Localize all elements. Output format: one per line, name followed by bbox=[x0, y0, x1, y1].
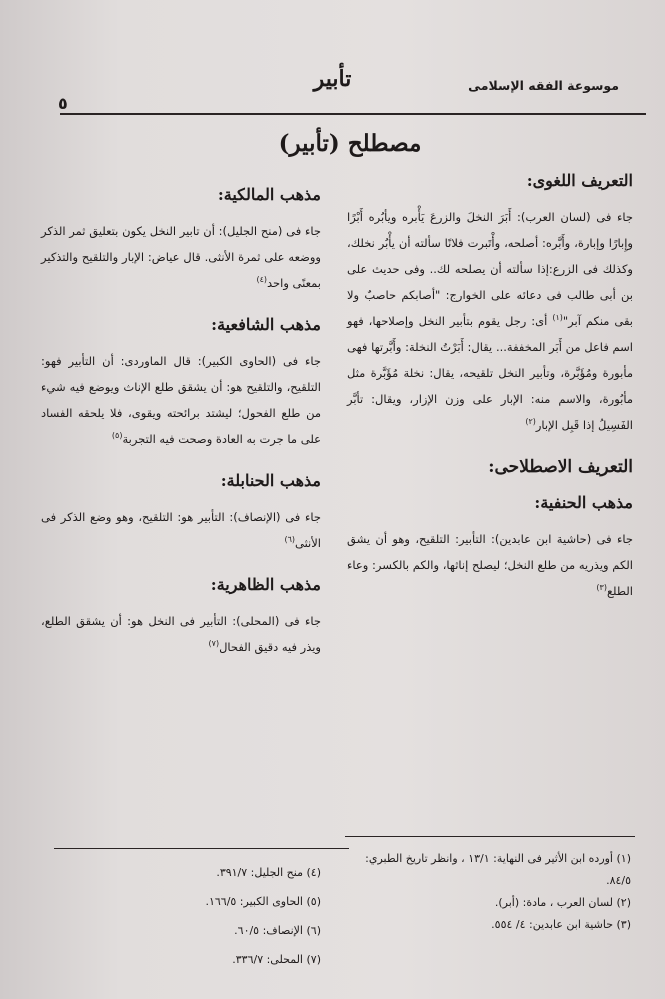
zahiri-heading: مذهب الظاهرية: bbox=[210, 575, 321, 594]
running-header-entry: تأبير bbox=[313, 66, 352, 92]
maliki-heading: مذهب المالكية: bbox=[217, 185, 321, 204]
footnote-item: (٥) الحاوى الكبير: ١٦٦/٥. bbox=[205, 895, 321, 908]
footnote-ref: (٢) bbox=[525, 417, 536, 427]
footnote-ref: (٦) bbox=[284, 535, 295, 545]
footnotes-left bbox=[61, 858, 321, 974]
footnotes-right bbox=[341, 848, 631, 936]
footnote-ref: (٣) bbox=[596, 583, 607, 593]
shafii-paragraph: جاء فى (الحاوى الكبير): قال الماوردى: أن التأبير فهو: التلقيح، والتلقيح هو: أن يشقق طلع الإناث ويوضع فيه شيء من طلع الفحول؛ ليشتد برائحته ويقوى، فلا يلحقه الفساد على ما جرت به العادة وصحت فيه التجربة$^{(٥)}$ bbox=[41, 354, 321, 446]
shafii-heading: مذهب الشافعية: bbox=[211, 315, 321, 334]
maliki-paragraph: جاء فى (منح الجليل): أن تابير النخل يكون بتعليق ثمر الذكر ووضعه على ثمرة الأنثى. قال عياض: الإبار والتلقيح والتذكير بمعنًى واحد$^{(٤)}$ bbox=[41, 224, 321, 290]
footnote-ref: (٤) bbox=[256, 275, 267, 285]
right-column bbox=[347, 168, 633, 604]
footnote-ref: (١) bbox=[552, 313, 563, 323]
footnote-item: (٤) منح الجليل: ٣٩١/٧. bbox=[216, 866, 321, 879]
linguistic-heading: التعريف اللغوى: bbox=[526, 171, 633, 190]
footnote-item: (٧) المحلى: ٣٣٦/٧. bbox=[232, 953, 321, 966]
footnote-rule-left bbox=[54, 848, 349, 849]
technical-heading: التعريف الاصطلاحى: bbox=[488, 457, 633, 477]
hanbali-heading: مذهب الحنابلة: bbox=[220, 471, 321, 490]
left-column bbox=[41, 182, 321, 660]
running-header-encyclopedia: موسوعة الفقه الإسلامى bbox=[468, 78, 619, 93]
header-rule bbox=[60, 113, 646, 115]
footnote-ref: (٥) bbox=[111, 431, 123, 441]
zahiri-paragraph: جاء فى (المحلى): التأبير فى النخل هو: أن يشقق الطلع، ويذر فيه دقيق الفحال$^{(٧)}$ bbox=[41, 614, 321, 654]
main-title: مصطلح (تأبير) bbox=[278, 130, 422, 157]
page-number: ٥ bbox=[58, 94, 68, 113]
footnote-item: (٢) لسان العرب ، مادة: (أبر). bbox=[494, 896, 631, 909]
hanbali-paragraph: جاء فى (الإنصاف): التأبير هو: التلقيح، وهو وضع الذكر فى الأنثى$^{(٦)}$ bbox=[41, 510, 321, 550]
footnote-ref: (٧) bbox=[208, 639, 220, 649]
footnote-item: (٦) الإنصاف: ٦٠/٥. bbox=[234, 924, 321, 937]
hanafi-paragraph: جاء فى (حاشية ابن عابدين): التأبير: التلقيح، وهو أن يشق الكم ويذريه من طلع النخل؛ ليصلح إناثها، والكم بالكسر: وعاء الطلع$^{(٣)}$ bbox=[347, 532, 633, 598]
footnote-item: (١) أورده ابن الأثير فى النهاية: ١٣/١ ، وانظر تاريخ الطبري: ٨٤/٥. bbox=[365, 852, 631, 887]
footnote-rule-right bbox=[345, 836, 635, 837]
hanafi-heading: مذهب الحنفية: bbox=[534, 493, 633, 512]
footnote-item: (٣) حاشية ابن عابدين: ٤/ ٥٥٤. bbox=[491, 918, 631, 931]
linguistic-paragraph: جاء فى (لسان العرب): أَبَرَ النخلَ والزرعَ يَأْبره ويأبُره أَبْرًا وإِبارًا وإبارة، وأَبَّره: أصلحه، وأْتَبرت فلانًا سألته أن يأْبُر نخلك، وكذلك فى الزرع:إذا سألته أن يصلحه لك.. وفى حديث على بن أبى طالب فى دعائه على الخوارج: "أصابكم حاصبٌ ولا بقى منكم آبر"$^{(١)}$ أى: رجل يقوم بتأبير النخل وإصلاحها، فهو اسم فاعل من أَبَر المخففة... يقال: أَبَرْتُ النخلة: وأَبَّرتها فهى مأبورة ومُؤَبَّرة، وتأبير النخل تلقيحه، يقال: نخلة مُؤَبَّرة مثل مأبُورة، والاسم منه: الإبار على وزن الإزار، ويقال: تأبَّر الفَسِيلُ إذا قَبِل الإبار$^{(٢)}$ bbox=[347, 210, 633, 432]
